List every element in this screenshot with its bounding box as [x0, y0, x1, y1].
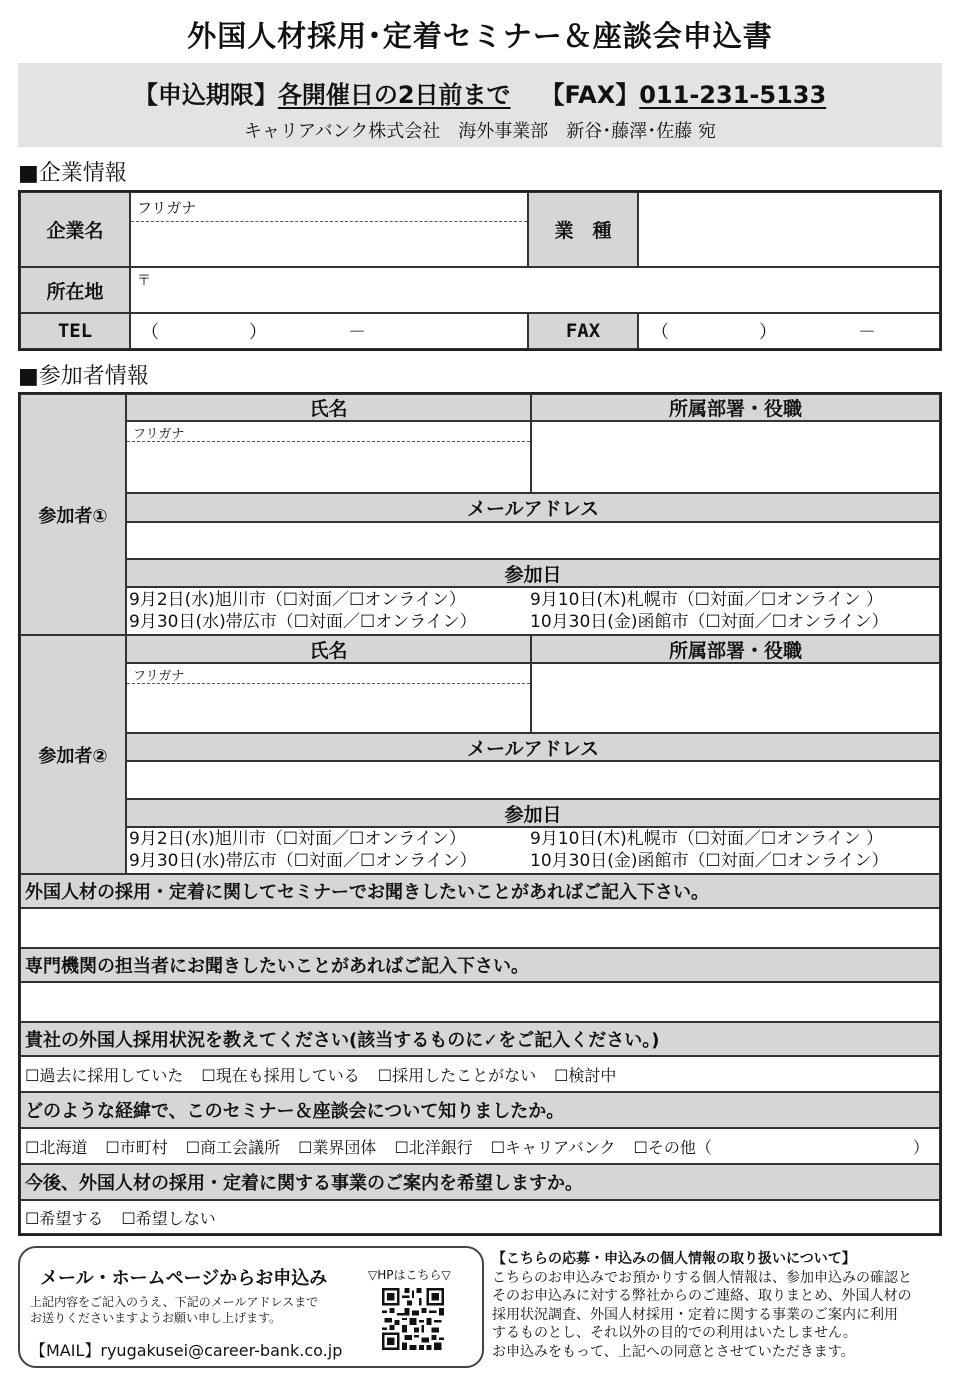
name-column-header: 氏名	[126, 635, 531, 663]
question-seminar: 外国人材の採用・定着に関してセミナーでお聞きしたいことがあればご記入下さい。	[20, 874, 940, 908]
date-option[interactable]: 10月30日(金)函館市（☐対面／☐オンライン）	[530, 851, 889, 871]
tel-field[interactable]: （ ） －	[130, 313, 528, 349]
email-column-header: メールアドレス	[126, 733, 940, 761]
fax-field-label: FAX	[528, 313, 638, 349]
date-column-header: 参加日	[126, 559, 940, 587]
address-label: 所在地	[20, 267, 130, 313]
postal-mark: 〒	[137, 273, 151, 289]
email-column-header: メールアドレス	[126, 493, 940, 522]
option-industry-group[interactable]: ☐業界団体	[298, 1137, 377, 1157]
industry-label: 業 種	[528, 192, 638, 267]
fax-field[interactable]: （ ） －	[638, 313, 940, 349]
participant-2-email-field[interactable]	[126, 761, 940, 799]
option-other[interactable]: ☐その他（	[633, 1137, 712, 1157]
question-source: どのような経緯で、このセミナー＆座談会について知りましたか。	[20, 1092, 940, 1128]
privacy-line: お申込みをもって、上記への同意とさせていただきます。	[492, 1343, 855, 1360]
company-table	[18, 190, 942, 351]
mail-text-line: お送りくださいますようお願い申し上げます。	[30, 1311, 282, 1325]
option-career-bank[interactable]: ☐キャリアバンク	[490, 1137, 616, 1157]
tel-label: TEL	[20, 313, 130, 349]
source-options	[20, 1128, 940, 1164]
option-considering[interactable]: ☐検討中	[554, 1065, 617, 1085]
company-name-label: 企業名	[20, 192, 130, 267]
option-never-hired[interactable]: ☐採用したことがない	[377, 1065, 537, 1085]
company-heading: ■企業情報	[18, 161, 127, 186]
privacy-line: するものとし、それ以外の目的での利用はいたしません。	[492, 1325, 857, 1341]
privacy-line: 採用状況調査、外国人材採用・定着に関する事業のご案内に利用	[492, 1306, 898, 1323]
date-column-header: 参加日	[126, 799, 940, 827]
participant-1-email-field[interactable]	[126, 522, 940, 559]
mail-instructions	[30, 1294, 318, 1326]
date-option[interactable]: 9月10日(木)札幌市（☐対面／☐オンライン ）	[530, 590, 884, 610]
date-option[interactable]: 9月30日(水)帯広市（☐対面／☐オンライン）	[129, 851, 477, 871]
name-column-header: 氏名	[126, 394, 531, 421]
dept-column-header: 所属部署・役職	[531, 394, 940, 421]
participant-2-dept-field[interactable]	[531, 663, 940, 733]
hp-label: ▽HPはこちら▽	[368, 1268, 451, 1282]
fax-label: 【FAX】	[540, 81, 640, 109]
answer-specialist-field[interactable]	[20, 982, 940, 1022]
deadline-banner	[18, 63, 942, 147]
furigana-label: フリガナ	[137, 199, 197, 217]
question-future-info: 今後、外国人材の採用・定着に関する事業のご案内を希望しますか。	[20, 1164, 940, 1200]
industry-field[interactable]	[638, 192, 940, 267]
company-name-field[interactable]	[130, 192, 528, 267]
participants-table	[18, 392, 942, 1236]
address-field[interactable]	[130, 267, 940, 313]
participants-heading: ■参加者情報	[18, 364, 149, 389]
hiring-status-options	[20, 1056, 940, 1092]
mail-application-box	[18, 1246, 484, 1368]
participant-1-dates	[126, 587, 940, 635]
privacy-notice	[492, 1250, 952, 1361]
deadline-value: 各開催日の2日前まで	[277, 81, 511, 109]
privacy-heading: 【こちらの応募・申込みの個人情報の取り扱いについて】	[492, 1251, 856, 1267]
page-title: 外国人材採用･定着セミナー＆座談会申込書	[187, 19, 773, 53]
future-info-options	[20, 1200, 940, 1234]
mail-address[interactable]: 【MAIL】ryugakusei@career-bank.co.jp	[30, 1341, 343, 1360]
furigana-label: フリガナ	[133, 669, 185, 684]
option-municipality[interactable]: ☐市町村	[105, 1137, 168, 1157]
date-option[interactable]: 9月2日(水)旭川市（☐対面／☐オンライン）	[129, 829, 466, 849]
question-specialist: 専門機関の担当者にお聞きしたいことがあればご記入下さい。	[20, 948, 940, 982]
date-option[interactable]: 9月10日(木)札幌市（☐対面／☐オンライン ）	[530, 829, 884, 849]
date-option[interactable]: 10月30日(金)函館市（☐対面／☐オンライン）	[530, 612, 889, 632]
dept-column-header: 所属部署・役職	[531, 635, 940, 663]
addressee: キャリアバンク株式会社 海外事業部 新谷･藤澤･佐藤 宛	[244, 121, 716, 142]
option-hokkaido[interactable]: ☐北海道	[25, 1137, 88, 1157]
participant-1-dept-field[interactable]	[531, 421, 940, 493]
option-hired-past[interactable]: ☐過去に採用していた	[25, 1065, 184, 1085]
fax-number: 011-231-5133	[639, 81, 827, 109]
option-wish[interactable]: ☐希望する	[25, 1208, 104, 1228]
option-hokuyo-bank[interactable]: ☐北洋銀行	[394, 1137, 473, 1157]
option-hiring-now[interactable]: ☐現在も採用している	[201, 1065, 360, 1085]
mail-heading: メール・ホームページからお申込み	[40, 1268, 328, 1289]
participant-1-label: 参加者①	[20, 394, 126, 635]
answer-seminar-field[interactable]	[20, 908, 940, 948]
option-chamber[interactable]: ☐商工会議所	[185, 1137, 281, 1157]
date-option[interactable]: 9月30日(水)帯広市（☐対面／☐オンライン）	[129, 612, 477, 632]
option-no-wish[interactable]: ☐希望しない	[121, 1208, 216, 1228]
qr-code-icon[interactable]	[382, 1288, 444, 1350]
date-option[interactable]: 9月2日(水)旭川市（☐対面／☐オンライン）	[129, 590, 466, 610]
participant-2-name-field[interactable]	[126, 663, 531, 733]
question-hiring-status: 貴社の外国人採用状況を教えてください(該当するものに✓をご記入ください。)	[20, 1022, 940, 1056]
deadline-row	[18, 75, 942, 110]
participant-1-name-field[interactable]	[126, 421, 531, 493]
privacy-line: こちらのお申込みでお預かりする個人情報は、参加申込みの確認と	[492, 1269, 912, 1286]
mail-text-line: 上記内容をご記入のうえ、下記のメールアドレスまで	[30, 1295, 319, 1309]
deadline-label: 【申込期限】	[133, 81, 278, 109]
privacy-line: そのお申込みに対する弊社からのご連絡、取りまとめ、外国人材の	[492, 1288, 912, 1304]
furigana-label: フリガナ	[133, 427, 185, 442]
participant-2-dates	[126, 827, 940, 874]
participant-2-label: 参加者②	[20, 635, 126, 874]
other-close-paren: ）	[913, 1137, 930, 1157]
